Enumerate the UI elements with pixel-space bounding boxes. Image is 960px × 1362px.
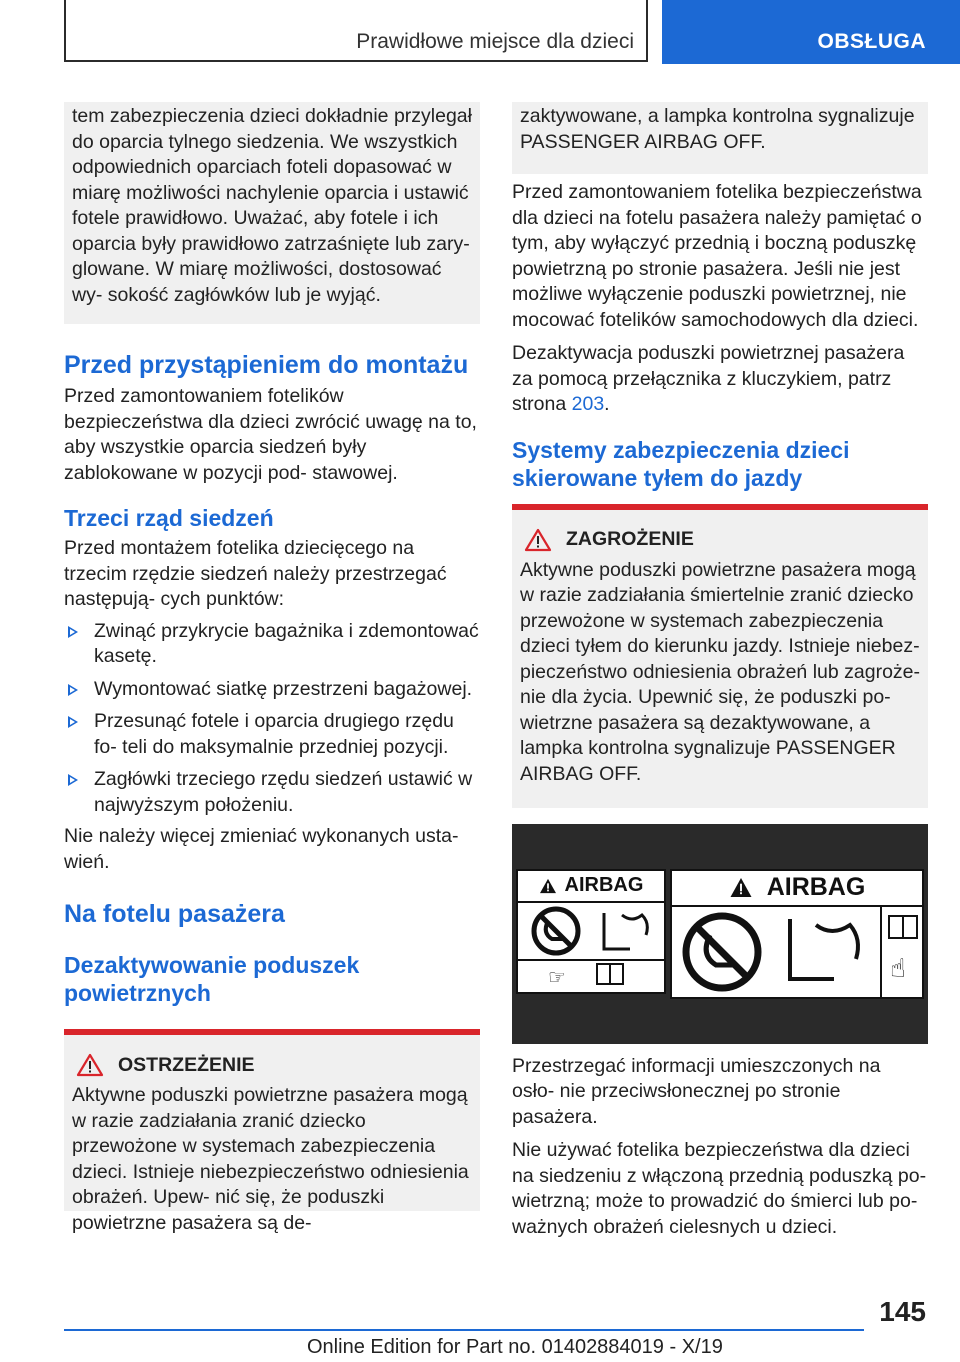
paragraph-after-steps: Nie należy więcej zmieniać wykonanych usta- wień. [64, 825, 459, 873]
seat-airbag-icon [592, 905, 662, 957]
airbag-label-text: AIRBAG [564, 874, 644, 896]
continued-warning-box [512, 102, 928, 174]
warning-triangle-icon [76, 1053, 104, 1077]
steps-list [64, 619, 480, 819]
danger-title: ZAGROŻENIE [566, 528, 694, 550]
list-item: Wymontować siatkę przestrzeni bagażowej. [64, 677, 480, 703]
no-child-seat-icon [522, 905, 590, 957]
page-reference-link[interactable]: 203 [571, 393, 605, 415]
heading-deactivate-airbags: Dezaktywowanie poduszek powietrznych [64, 952, 360, 1006]
header-section-tab [662, 0, 960, 64]
paragraph-key-switch: Dezaktywacja poduszki powietrznej pasażera za pomocą przełącznika z kluczykiem, patrz strona 203. [512, 342, 905, 415]
airbag-label-small [516, 869, 666, 994]
continued-warning-text: zaktywowane, a lampka kontrolna sygnalizuje PASSENGER AIRBAG OFF. [520, 105, 915, 153]
warning-triangle-icon [729, 877, 753, 898]
danger-text: Aktywne poduszki powietrzne pasażera mogą w razie zadziałania śmiertelnie zranić dziecko przewożone w systemach zabezpieczenia dzieci tyłem do kierunku jazdy. Istnieje niebez- pieczeństwo odniesienia obrażeń lub zagroże- nie dla życia. Upewnić się, że poduszki po- wietrzne pasażera są dezaktywowane, a lampka kontrolna sygnalizuje PASSENGER AIRBAG OFF. [520, 558, 920, 785]
continued-info-box [64, 102, 480, 324]
header-section-label: OBSŁUGA [817, 30, 926, 53]
page-number: 145 [879, 1296, 926, 1327]
hand-point-icon: ☞ [548, 966, 566, 989]
heading-before-mounting: Przed przystąpieniem do montażu [64, 351, 469, 379]
list-item: Zwinąć przykrycie bagażnika i zdemontować kasetę. [64, 619, 480, 670]
continued-info-text: tem zabezpieczenia dzieci dokładnie przylegał do oparcia tylnego siedzenia. We wszystkich odpowiednich oparciach foteli dopasować w miarę możliwości nachylenie oparcia i ustawić fotele prawidłowo. Uważać, aby fotele i ich oparcia były prawidłowo zatrzaśnięte lub zary- glowane. W miarę możliwości, dostosować wy- sokość zagłówków lub je wyjąć. [72, 105, 472, 306]
warning-title: OSTRZEŻENIE [118, 1053, 255, 1076]
paragraph-do-not-use: Nie używać fotelika bezpieczeństwa dla dzieci na siedzeniu z włączoną przednią poduszką po- wietrzną; może to prowadzić do śmierci lub po- ważnych obrażeń cielesnych u dzieci. [512, 1139, 927, 1238]
paragraph-third-row: Przed montażem fotelika dziecięcego na trzecim rzędzie siedzeń należy przestrzegać następują- cych punktów: [64, 537, 447, 610]
footer-divider [64, 1329, 864, 1331]
triangle-bullet-icon [68, 716, 78, 728]
warning-box [64, 1029, 480, 1234]
danger-box [512, 504, 928, 808]
paragraph-sun-visor: Przestrzegać informacji umieszczonych na osło- nie przeciwsłonecznej po stronie pasażera. [512, 1054, 881, 1128]
airbag-label-text: AIRBAG [766, 873, 866, 901]
manual-book-icon [888, 915, 918, 939]
header-title-box [64, 0, 648, 62]
manual-book-icon [596, 963, 624, 985]
triangle-bullet-icon [68, 774, 78, 786]
heading-rear-facing-systems: Systemy zabezpieczenia dzieci skierowane tyłem do jazdy [512, 436, 850, 491]
seat-airbag-icon [770, 909, 878, 995]
hand-point-icon: ☝ [890, 952, 906, 983]
warning-header [72, 1035, 472, 1083]
header-title: Prawidłowe miejsce dla dzieci [356, 30, 634, 53]
danger-header [520, 510, 920, 558]
warning-triangle-icon [539, 878, 557, 894]
list-item: Przesunąć fotele i oparcia drugiego rzędu fo- teli do maksymalnie przedniej pozycji. [64, 709, 480, 760]
paragraph-disable-airbag: Przed zamontowaniem fotelika bezpieczeństwa dla dzieci na fotelu pasażera należy pamiętać o tym, aby wyłączyć przednią i boczną poduszkę powietrzną po stronie pasażera. Jeśli nie jest możliwe wyłączenie poduszki powietrznej, nie mocować fotelików samochodowych dla dzieci. [512, 181, 922, 331]
airbag-label-large [670, 869, 924, 999]
triangle-bullet-icon [68, 626, 78, 638]
footer-edition: Online Edition for Part no. 01402884019 - X/19 [307, 1336, 723, 1358]
paragraph-before-mounting: Przed zamontowaniem fotelików bezpieczeństwa dla dzieci zwrócić uwagę na to, aby wszystkie oparcia siedzeń były zablokowane w pozycji pod- stawowej. [64, 385, 477, 484]
warning-triangle-icon [524, 528, 552, 552]
left-column [64, 102, 480, 1234]
no-child-seat-icon [676, 909, 768, 995]
right-column [512, 102, 928, 1240]
triangle-bullet-icon [68, 684, 78, 696]
heading-passenger-seat: Na fotelu pasażera [64, 900, 285, 928]
heading-third-row: Trzeci rząd siedzeń [64, 505, 274, 531]
warning-text: Aktywne poduszki powietrzne pasażera mogą w razie zadziałania zranić dziecko przewożone w systemach zabezpieczenia dzieci. Istnieje niebezpieczeństwo odniesienia obrażeń. Upew- nić się, że poduszki powietrzne pasażera są de- [72, 1084, 469, 1234]
airbag-labels-figure [512, 824, 928, 1044]
list-item: Zagłówki trzeciego rzędu siedzeń ustawić w najwyższym położeniu. [64, 767, 480, 818]
